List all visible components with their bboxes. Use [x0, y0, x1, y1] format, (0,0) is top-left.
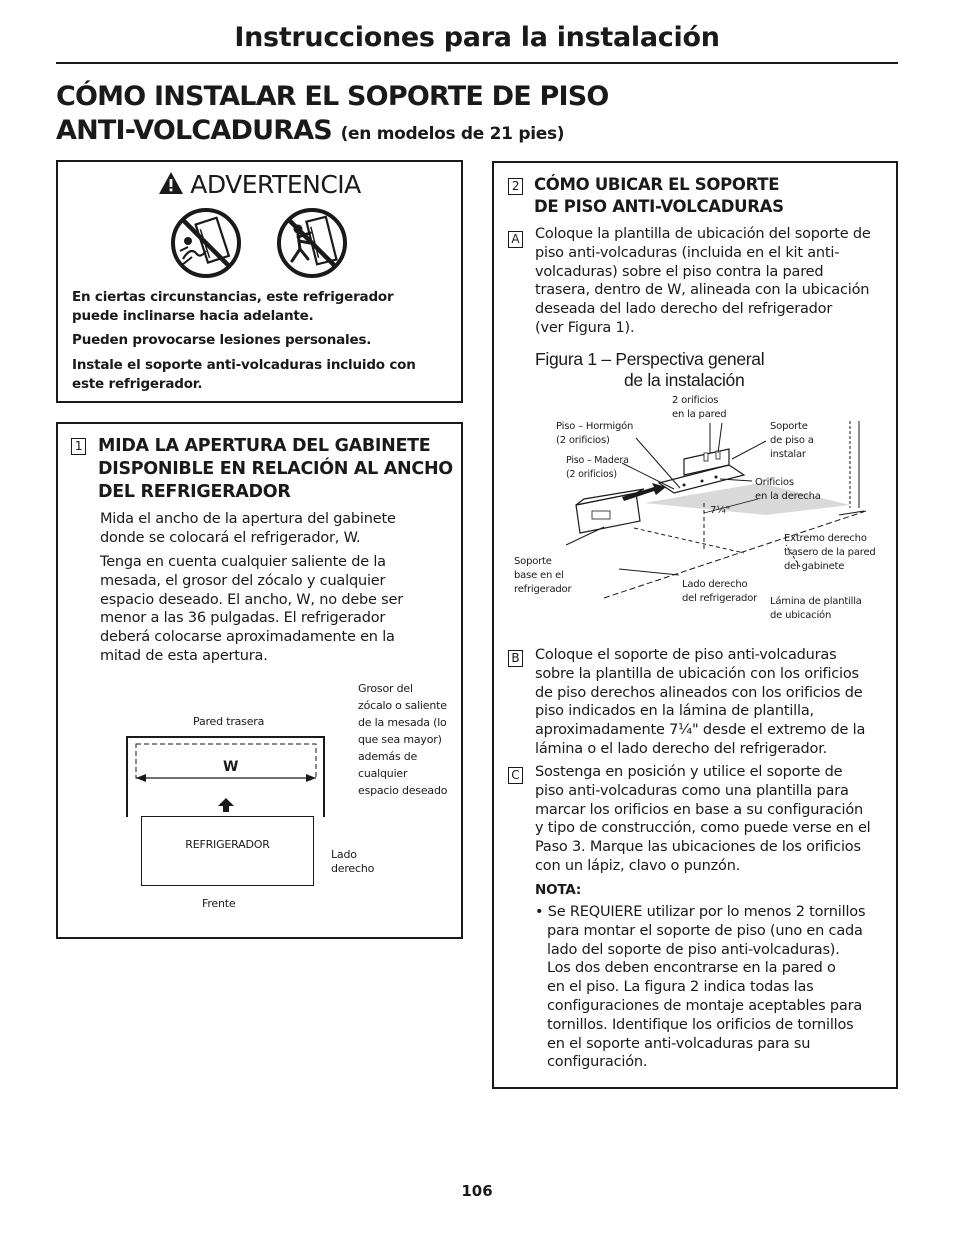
- right-side-label: [331, 848, 374, 876]
- step1-para1: [100, 510, 440, 548]
- step-a-text: [535, 225, 895, 338]
- text-line: del gabinete: [784, 561, 845, 572]
- text-line: instalar: [770, 449, 806, 460]
- step2-heading-line: CÓMO UBICAR EL SOPORTE: [534, 175, 780, 194]
- text-line: de ubicación: [770, 610, 832, 621]
- text-line: deseada del lado derecho del refrigerador: [535, 301, 833, 318]
- wall-holes-label: [672, 394, 726, 422]
- text-line: • Se REQUIERE utilizar por lo menos 2 tornillos: [535, 904, 866, 920]
- step-b-text: [535, 646, 895, 759]
- text-line: trasero de la pared: [784, 547, 876, 558]
- section-title-line1: CÓMO INSTALAR EL SOPORTE DE PISO: [56, 81, 609, 112]
- step1-heading-line: DEL REFRIGERADOR: [98, 482, 291, 502]
- text-line: piso indicados en la lámina de plantilla,: [535, 703, 814, 720]
- text-line: espacio deseado: [358, 784, 448, 797]
- warning-line: Instale el soporte anti-volcaduras incluido con: [72, 357, 416, 373]
- fridge-rectangle: [141, 816, 314, 886]
- text-line: Coloque la plantilla de ubicación del soporte de: [535, 226, 871, 242]
- text-line: en el soporte anti-volcaduras para su: [547, 1035, 811, 1052]
- step-a-letter: A: [508, 231, 523, 248]
- section-title-suffix: (en modelos de 21 pies): [340, 124, 565, 144]
- text-line: marcar los orificios en base a su configuración: [535, 801, 863, 818]
- text-line: Mida el ancho de la apertura del gabinete: [100, 511, 396, 527]
- text-line: con un lápiz, clavo o punzón.: [535, 857, 741, 874]
- text-line: Lado derecho: [682, 579, 748, 590]
- step1-heading: [71, 435, 459, 504]
- text-line: de piso a: [770, 435, 814, 446]
- no-tipping-icon: [170, 207, 242, 279]
- page-title: Instrucciones para la instalación: [234, 22, 720, 53]
- text-line: 2 orificios: [672, 395, 719, 406]
- text-line: para montar el soporte de piso (uno en cada: [547, 922, 863, 939]
- warning-text-1: [72, 288, 452, 326]
- template-sheet-label: [770, 595, 862, 623]
- right-holes-label: [755, 476, 821, 504]
- step-b-letter: B: [508, 650, 523, 667]
- step1-number: 1: [71, 438, 86, 455]
- warning-box: [56, 160, 463, 403]
- text-line: deberá colocarse aproximadamente en la: [100, 629, 395, 646]
- step2-heading: [508, 174, 888, 218]
- text-line: que sea mayor): [358, 733, 442, 746]
- text-line: piso anti-volcaduras como una plantilla para: [535, 782, 849, 799]
- text-line: mitad de esta apertura.: [100, 647, 268, 664]
- back-wall-label: Pared trasera: [193, 715, 265, 728]
- figure-caption-line1: Perspectiva general: [615, 349, 765, 369]
- text-line: Paso 3. Marque las ubicaciones de los orificios: [535, 839, 861, 856]
- text-line: espacio deseado. El ancho, W, no debe ser: [100, 591, 404, 608]
- text-line: derecho: [331, 862, 375, 875]
- figure-caption-prefix: Figura 1 –: [535, 349, 611, 369]
- text-line: Piso – Madera: [566, 455, 629, 466]
- warning-line: puede inclinarse hacia adelante.: [72, 308, 314, 324]
- text-line: (2 orificios): [556, 435, 610, 446]
- text-line: Tenga en cuenta cualquier saliente de la: [100, 554, 386, 570]
- note-label: NOTA:: [535, 882, 582, 898]
- text-line: piso anti-volcaduras (incluida en el kit anti-: [535, 244, 840, 261]
- text-line: del refrigerador: [682, 593, 758, 604]
- text-line: Lado: [331, 848, 357, 861]
- concrete-floor-label: [556, 420, 633, 448]
- step-c-letter: C: [508, 767, 523, 784]
- text-line: Los dos deben encontrarse en la pared o: [547, 960, 836, 977]
- text-line: volcaduras) sobre el piso contra la pared: [535, 263, 824, 280]
- base-bracket-label: [514, 555, 571, 597]
- text-line: en la derecha: [755, 491, 821, 502]
- text-line: y tipo de construcción, como puede verse en el: [535, 820, 871, 837]
- fridge-side-label: [682, 578, 757, 606]
- fridge-label: REFRIGERADOR: [185, 838, 270, 851]
- wood-floor-label: [566, 454, 629, 482]
- text-line: Soporte: [514, 556, 552, 567]
- warning-title-text: ADVERTENCIA: [190, 170, 361, 199]
- warning-line: Pueden provocarse lesiones personales.: [72, 332, 372, 348]
- text-line: sobre la plantilla de ubicación con los orificios: [535, 665, 859, 682]
- text-line: en la pared: [672, 409, 727, 420]
- step1-para2: [100, 553, 440, 666]
- text-line: (ver Figura 1).: [535, 319, 635, 336]
- step2-box: [492, 161, 898, 1089]
- text-line: configuración.: [547, 1054, 648, 1071]
- text-line: trasera, dentro de W, alineada con la ubicación: [535, 282, 870, 299]
- note-text: [535, 903, 895, 1072]
- figure-caption: [535, 349, 764, 370]
- text-line: (2 orificios): [566, 469, 617, 480]
- gap-note: [358, 680, 458, 799]
- width-label: W: [220, 759, 241, 775]
- text-line: de piso derechos alineados con los orificios de: [535, 684, 863, 701]
- page-header: [56, 22, 898, 64]
- text-line: lado del soporte de piso anti-volcaduras).: [547, 941, 840, 958]
- step-c-text: [535, 763, 895, 876]
- text-line: configuraciones de montaje aceptables para: [547, 997, 863, 1014]
- text-line: Sostenga en posición y utilice el soporte de: [535, 764, 843, 780]
- rear-corner-label: [784, 532, 876, 574]
- text-line: donde se colocará el refrigerador, W.: [100, 529, 361, 546]
- text-line: en el piso. La figura 2 indica todas las: [547, 979, 814, 996]
- text-line: de la mesada (lo: [358, 716, 447, 729]
- text-line: además de: [358, 750, 418, 763]
- bracket-label: [770, 420, 814, 462]
- text-line: Piso – Hormigón: [556, 421, 634, 432]
- text-line: zócalo o saliente: [358, 699, 447, 712]
- measurement-label: 7¼": [710, 505, 731, 516]
- text-line: aproximadamente 7¼" desde el extremo de la: [535, 722, 866, 739]
- text-line: lámina o el lado derecho del refrigerador.: [535, 740, 828, 757]
- step1-heading-line: MIDA LA APERTURA DEL GABINETE: [98, 436, 431, 456]
- section-title: [56, 80, 756, 151]
- text-line: Grosor del: [358, 682, 413, 695]
- step1-heading-line: DISPONIBLE EN RELACIÓN AL ANCHO: [98, 459, 453, 479]
- warning-text-3: [72, 356, 452, 394]
- section-title-main: ANTI-VOLCADURAS: [56, 115, 332, 146]
- text-line: Orificios: [755, 477, 794, 488]
- step2-number: 2: [508, 178, 523, 195]
- text-line: Coloque el soporte de piso anti-volcaduras: [535, 647, 837, 663]
- step1-box: [56, 422, 463, 939]
- text-line: tornillos. Identifique los orificios de tornillos: [547, 1016, 854, 1033]
- text-line: menor a las 36 pulgadas. El refrigerador: [100, 610, 386, 627]
- warning-triangle-icon: [158, 171, 184, 195]
- text-line: Soporte: [770, 421, 808, 432]
- page-number: 106: [461, 1182, 493, 1200]
- text-line: Lámina de plantilla: [770, 596, 862, 607]
- text-line: refrigerador: [514, 584, 572, 595]
- text-line: Extremo derecho: [784, 533, 867, 544]
- step2-heading-line: DE PISO ANTI-VOLCADURAS: [534, 197, 784, 216]
- warning-text-2: [72, 331, 452, 350]
- text-line: mesada, el grosor del zócalo y cualquier: [100, 572, 386, 589]
- warning-title: [58, 170, 461, 199]
- no-climbing-icon: [276, 207, 348, 279]
- section-title-line2: [56, 114, 756, 151]
- text-line: cualquier: [358, 767, 408, 780]
- warning-line: este refrigerador.: [72, 376, 203, 392]
- front-label: Frente: [202, 897, 236, 910]
- text-line: base en el: [514, 570, 564, 581]
- warning-line: En ciertas circunstancias, este refrigerador: [72, 289, 394, 305]
- figure-caption-line2: de la instalación: [624, 370, 745, 390]
